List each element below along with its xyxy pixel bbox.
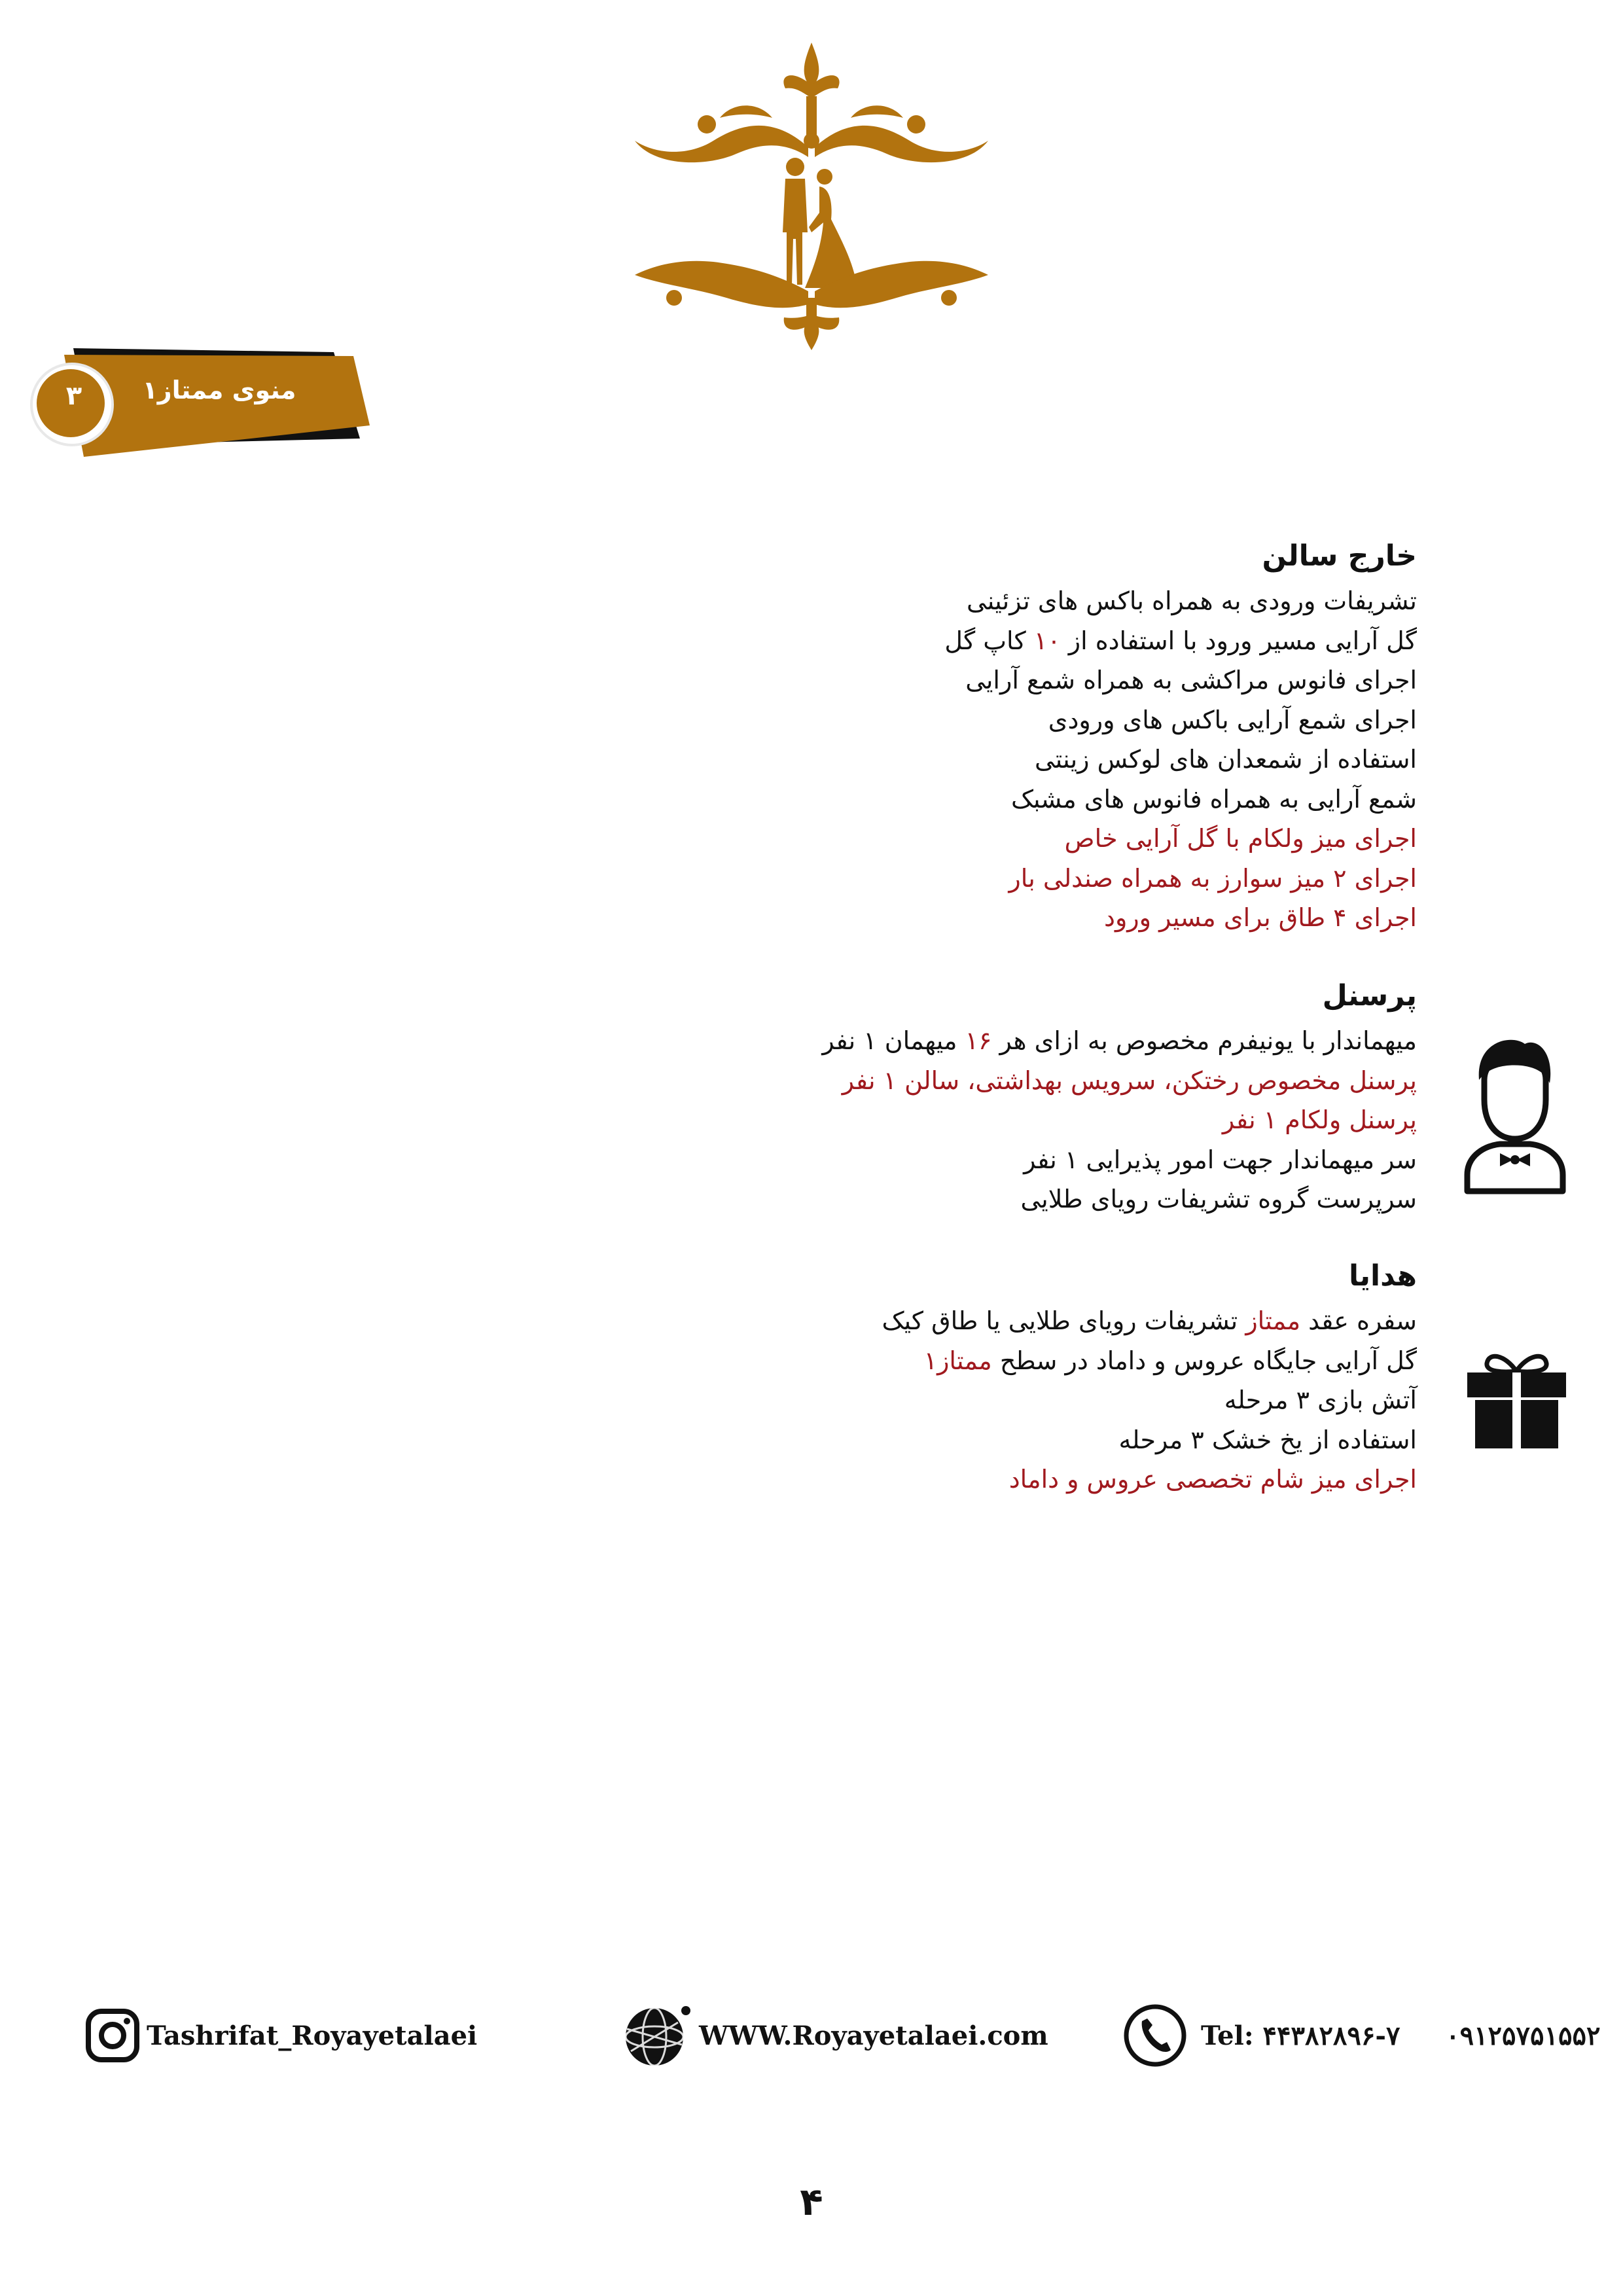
list-item: آتش بازی ۳ مرحله [1224,1386,1417,1414]
list-item: میهماندار با یونیفرم مخصوص به ازای هر ۱۶ میهمان ۱ نفر [822,1026,1417,1055]
tab-number: ۳ [65,381,82,411]
section-title: پرسنل [1322,979,1417,1013]
page-number: ۴ [800,2179,823,2224]
gift-icon [1466,1352,1567,1450]
list-item: گل آرایی مسیر ورود با استفاده از ۱۰ کاپ گل [944,626,1417,655]
list-item: گل آرایی جایگاه عروس و داماد در سطح ممتاز۱ [923,1346,1417,1375]
phone-contact[interactable] [1122,2003,1600,2068]
section-title: هدایا [1348,1259,1417,1293]
list-item: استفاده از یخ خشک ۳ مرحله [1118,1425,1417,1454]
waiter-icon [1459,1034,1571,1198]
instagram-icon [85,2008,140,2063]
list-item: اجرای ۴ طاق برای مسیر ورود [1104,903,1417,932]
phone-numbers: Tel: ۴۴۳۸۲۸۹۶-۷ ۰۹۱۲۵۷۵۱۵۵۲ [1201,2020,1601,2051]
list-item: سفره عقد ممتاز تشریفات رویای طلایی یا طاق کیک [882,1306,1417,1335]
list-item: اجرای میز شام تخصصی عروس و داماد [1008,1465,1417,1494]
list-item: تشریفات ورودی به همراه باکس های تزئینی [967,586,1417,615]
list-item: اجرای فانوس مراکشی به همراه شمع آرایی [965,666,1417,694]
instagram-handle: Tashrifat_Royayetalaei [147,2020,478,2051]
website-url: WWW.Royayetalaei.com [699,2020,1048,2051]
list-item: استفاده از شمعدان های لوکس زینتی [1035,745,1417,774]
list-item: اجرای میز ولکام با گل آرایی خاص [1064,824,1417,853]
website-contact[interactable] [622,2003,1048,2068]
section-outside-hall [944,535,1417,938]
section-personnel [822,975,1417,1219]
list-item: شمع آرایی به همراه فانوس های مشبک [1010,784,1417,814]
phone-icon [1122,2003,1188,2068]
globe-icon [622,2003,694,2068]
list-item: پرسنل مخصوص رختکن، سرویس بهداشتی، سالن ۱ نفر [842,1066,1417,1095]
list-item: اجرای ۲ میز سوارز به همراه صندلی بار [1008,863,1417,893]
section-gifts [882,1255,1417,1499]
list-item: سرپرست گروه تشریفات رویای طلایی [1020,1185,1417,1213]
list-item: سر میهماندار جهت امور پذیرایی ۱ نفر [1024,1145,1417,1174]
list-item: اجرای شمع آرایی باکس های ورودی [1048,705,1417,734]
wedding-couple-logo [628,36,995,357]
instagram-contact[interactable] [85,2003,477,2068]
section-title: خارج سالن [1262,539,1417,573]
tab-label: منوی ممتاز۱ [142,376,296,404]
list-item: پرسنل ولکام ۱ نفر [1222,1105,1417,1134]
